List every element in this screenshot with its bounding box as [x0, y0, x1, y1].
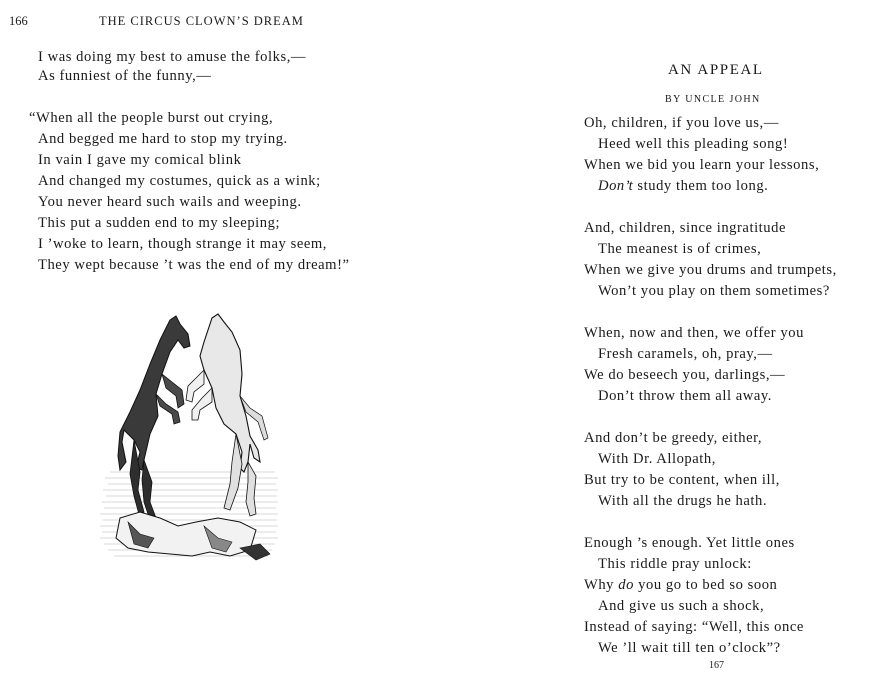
poem-line: The meanest is of crimes, [598, 241, 762, 257]
poem-line: And changed my costumes, quick as a wink; [38, 173, 321, 189]
poem-line [584, 577, 777, 594]
poem-line: I was doing my best to amuse the folks,— [38, 49, 307, 65]
line-text: study them too long. [637, 178, 769, 194]
running-head: THE CIRCUS CLOWN’S DREAM [99, 14, 304, 28]
right-horse [186, 314, 268, 516]
poem-byline: BY UNCLE JOHN [665, 94, 761, 105]
poem-line: And begged me hard to stop my trying. [38, 131, 288, 147]
poem-line: “When all the people burst out crying, [29, 110, 274, 126]
poem-line: As funniest of the funny,— [38, 68, 212, 84]
poem-line: And give us such a shock, [598, 598, 765, 614]
poem-line: When we bid you learn your lessons, [584, 157, 820, 173]
page-number-right: 167 [709, 660, 724, 671]
italic-word: Don’t [598, 178, 634, 194]
poem-line: We ’ll wait till ten o’clock”? [598, 640, 781, 656]
poem-line: Oh, children, if you love us,— [584, 115, 779, 131]
poem-line: This riddle pray unlock: [598, 556, 752, 572]
poem-line: In vain I gave my comical blink [38, 152, 242, 168]
poem-line: This put a sudden end to my sleeping; [38, 215, 281, 231]
line-text: Why [584, 577, 615, 593]
poem-line: You never heard such wails and weeping. [38, 194, 302, 210]
reflected-horses [116, 512, 270, 560]
poem-line: Don’t throw them all away. [598, 388, 772, 404]
poem-line: And don’t be greedy, either, [584, 430, 763, 446]
poem-title: AN APPEAL [668, 62, 764, 78]
poem-line [598, 178, 768, 195]
poem-line: Fresh caramels, oh, pray,— [598, 346, 773, 362]
poem-line: Instead of saying: “Well, this once [584, 619, 804, 635]
left-horse [118, 316, 190, 520]
poem-line: They wept because ’t was the end of my dream!” [38, 257, 350, 273]
poem-line: But try to be content, when ill, [584, 472, 780, 488]
poem-line: With all the drugs he hath. [598, 493, 768, 509]
line-text: you go to bed so soon [638, 577, 778, 593]
italic-word: do [618, 577, 634, 593]
poem-line: Won’t you play on them sometimes? [598, 283, 830, 299]
poem-line: With Dr. Allopath, [598, 451, 716, 467]
poem-line: When, now and then, we offer you [584, 325, 804, 341]
poem-line: We do beseech you, darlings,— [584, 367, 786, 383]
poem-line: Enough ’s enough. Yet little ones [584, 535, 795, 551]
poem-line: And, children, since ingratitude [584, 220, 786, 236]
page-number-left: 166 [9, 14, 28, 28]
horses-illustration [100, 312, 280, 570]
poem-line: I ’woke to learn, though strange it may seem, [38, 236, 327, 252]
poem-line: When we give you drums and trumpets, [584, 262, 837, 278]
poem-line: Heed well this pleading song! [598, 136, 789, 152]
